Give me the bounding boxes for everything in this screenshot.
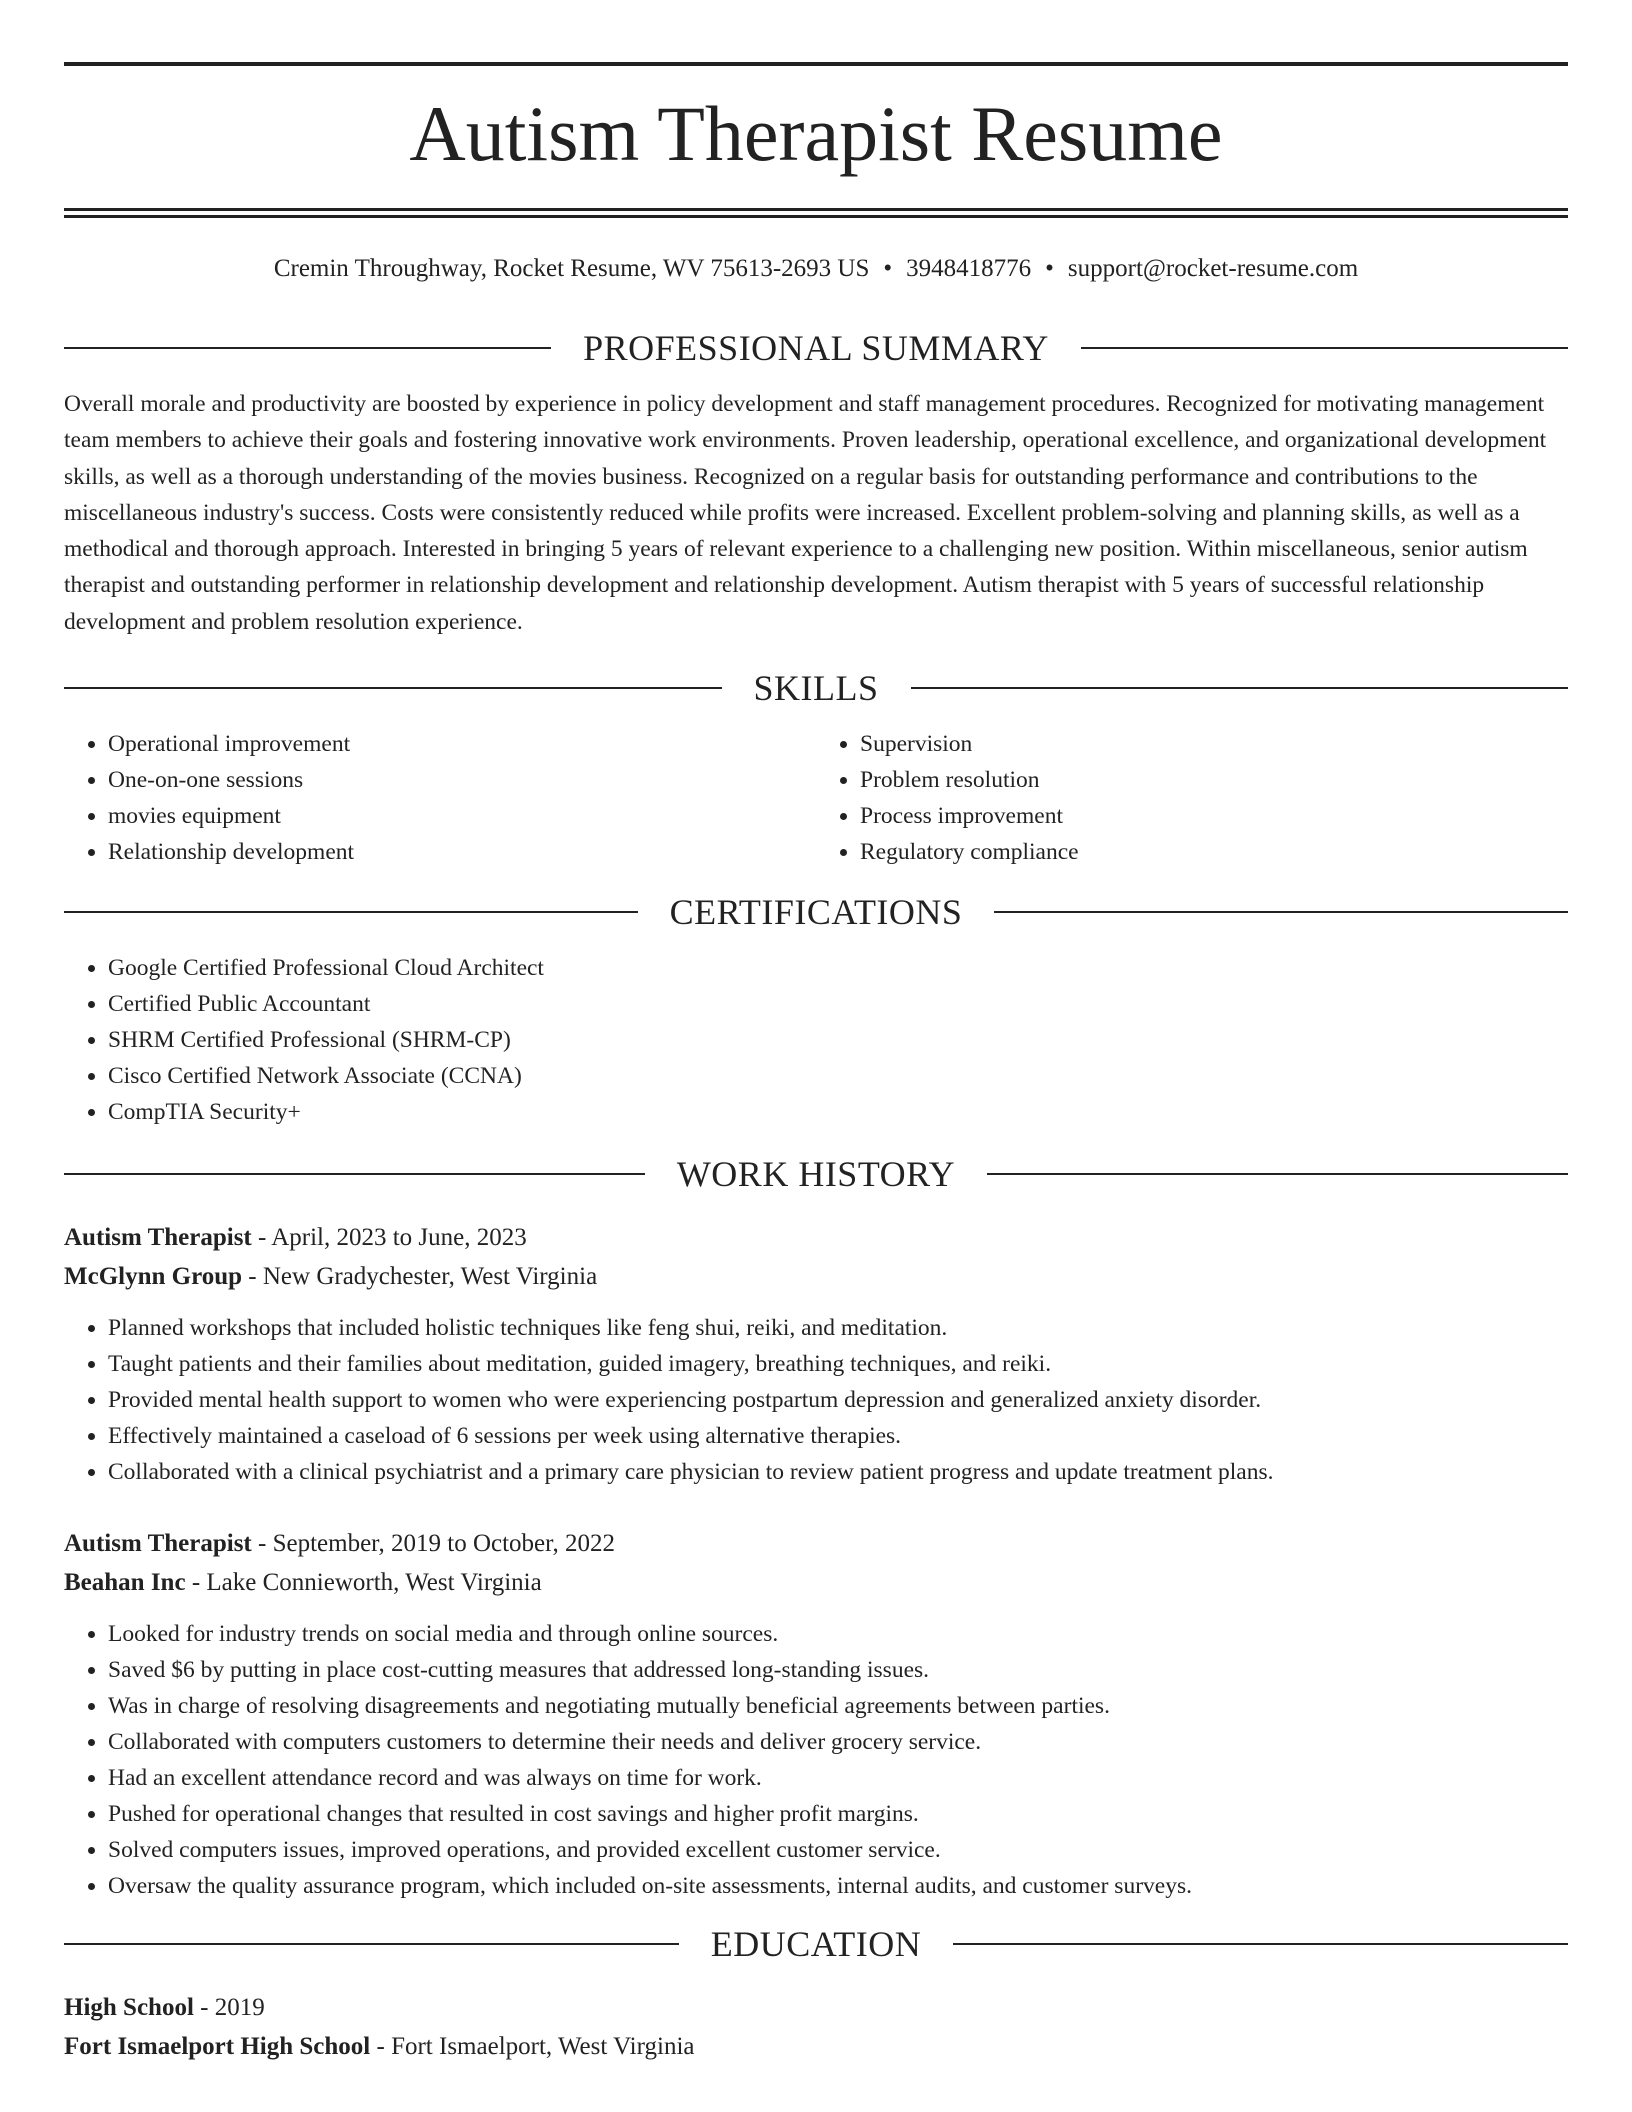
divider-line <box>64 1943 679 1945</box>
divider-line <box>64 687 722 689</box>
skills-list-right <box>816 726 1568 870</box>
job-location: - Lake Connieworth, West Virginia <box>185 1569 542 1597</box>
divider-line <box>1081 347 1568 349</box>
job-company-line <box>64 1563 1568 1602</box>
summary-paragraph: Overall morale and productivity are boosted by experience in policy development and staff management procedures. Recognized for motivating management team members to achieve their goals and fostering innovative work environments. Proven leadership, operational excellence, and organizational development skills, as well as a thorough understanding of the movies business. Recognized on a regular basis for outstanding performance and contributions to the miscellaneous industry's success. Costs were consistently reduced while profits were increased. Excellent problem-solving and planning skills, as well as a methodical and thorough approach. Interested in bringing 5 years of relevant experience to a challenging new position. Within miscellaneous, senior autism therapist and outstanding performer in relationship development and relationship development. Autism therapist with 5 years of successful relationship development and problem resolution experience. <box>64 391 1547 635</box>
job-title-line <box>64 1218 1568 1257</box>
section-header-summary <box>64 326 1568 370</box>
divider-line <box>64 911 638 913</box>
job-bullet: • Pushed for operational changes that resulted in cost savings and higher profit margins. <box>108 1796 1568 1832</box>
skills-list-left <box>64 726 816 870</box>
job-bullets <box>64 1616 1568 1904</box>
top-rule <box>64 62 1568 66</box>
divider-line <box>911 687 1569 689</box>
job-dates: - September, 2019 to October, 2022 <box>251 1530 615 1558</box>
skill-item: • Process improvement <box>860 798 1568 834</box>
skill-item: • Operational improvement <box>108 726 816 762</box>
skill-item: • Relationship development <box>108 834 816 870</box>
section-header-education <box>64 1922 1568 1966</box>
section-title-education: EDUCATION <box>710 1924 922 1965</box>
education-entry <box>64 1988 1568 2066</box>
education-school: Fort Ismaelport High School <box>64 2033 371 2061</box>
job-bullet: • Planned workshops that included holistic techniques like feng shui, reiki, and meditation. <box>108 1310 1568 1346</box>
contact-phone: 3948418776 <box>906 255 1032 282</box>
section-header-certifications <box>64 890 1568 934</box>
job-title: Autism Therapist <box>64 1224 252 1252</box>
job-dates: - April, 2023 to June, 2023 <box>251 1224 527 1252</box>
job-bullet: • Taught patients and their families about meditation, guided imagery, breathing techniques, and reiki. <box>108 1346 1568 1382</box>
education-year: - 2019 <box>193 1994 265 2022</box>
contact-email: support@rocket-resume.com <box>1067 255 1359 282</box>
certification-item: • Google Certified Professional Cloud Architect <box>108 950 1568 986</box>
skill-item: • movies equipment <box>108 798 816 834</box>
skills-grid <box>64 726 1568 870</box>
education-school-line <box>64 2027 1568 2066</box>
job-bullet: • Provided mental health support to women who were experiencing postpartum depression and generalized anxiety disorder. <box>108 1382 1568 1418</box>
job-bullet: • Saved $6 by putting in place cost-cutting measures that addressed long-standing issues. <box>108 1652 1568 1688</box>
job-company: McGlynn Group <box>64 1263 243 1291</box>
section-header-skills <box>64 666 1568 710</box>
resume-page <box>64 0 1568 2066</box>
education-degree: High School <box>64 1994 194 2022</box>
job-bullet: • Was in charge of resolving disagreements and negotiating mutually beneficial agreements between parties. <box>108 1688 1568 1724</box>
job-bullet: • Oversaw the quality assurance program, which included on-site assessments, internal audits, and customer surveys. <box>108 1868 1568 1904</box>
job-company-line <box>64 1257 1568 1296</box>
certification-item: • CompTIA Security+ <box>108 1094 1568 1130</box>
contact-separator: • <box>883 255 893 282</box>
divider-line <box>64 1173 645 1175</box>
skill-item: • Supervision <box>860 726 1568 762</box>
divider-line <box>994 911 1568 913</box>
contact-address: Cremin Throughway, Rocket Resume, WV 75613-2693 US <box>273 255 870 282</box>
section-header-work-history <box>64 1152 1568 1196</box>
job-bullet: • Looked for industry trends on social media and through online sources. <box>108 1616 1568 1652</box>
certification-item: • Certified Public Accountant <box>108 986 1568 1022</box>
job-title-line <box>64 1524 1568 1563</box>
section-title-certifications: CERTIFICATIONS <box>669 892 963 933</box>
job-bullet: • Solved computers issues, improved operations, and provided excellent customer service. <box>108 1832 1568 1868</box>
resume-title: Autism Therapist Resume <box>409 90 1223 177</box>
job-bullets <box>64 1310 1568 1490</box>
job-bullet: • Collaborated with computers customers to determine their needs and deliver grocery service. <box>108 1724 1568 1760</box>
job-entry <box>64 1524 1568 1904</box>
job-bullet: • Had an excellent attendance record and was always on time for work. <box>108 1760 1568 1796</box>
job-entry <box>64 1218 1568 1490</box>
section-title-summary: PROFESSIONAL SUMMARY <box>583 328 1049 368</box>
certification-item: • Cisco Certified Network Associate (CCNA) <box>108 1058 1568 1094</box>
certifications-list <box>64 950 1568 1130</box>
education-degree-line <box>64 1988 1568 2027</box>
job-location: - New Gradychester, West Virginia <box>242 1263 598 1291</box>
section-title-work-history: WORK HISTORY <box>676 1154 956 1195</box>
education-location: - Fort Ismaelport, West Virginia <box>370 2033 695 2061</box>
divider-line <box>953 1943 1568 1945</box>
certification-item: • SHRM Certified Professional (SHRM-CP) <box>108 1022 1568 1058</box>
skill-item: • Regulatory compliance <box>860 834 1568 870</box>
skill-item: • Problem resolution <box>860 762 1568 798</box>
job-bullet: • Effectively maintained a caseload of 6 sessions per week using alternative therapies. <box>108 1418 1568 1454</box>
divider-line <box>64 347 551 349</box>
title-double-rule <box>64 208 1568 218</box>
contact-separator: • <box>1045 255 1054 282</box>
contact-line <box>64 252 1568 286</box>
section-title-skills: SKILLS <box>753 668 879 709</box>
job-title: Autism Therapist <box>64 1530 252 1558</box>
skill-item: • One-on-one sessions <box>108 762 816 798</box>
job-bullet: • Collaborated with a clinical psychiatrist and a primary care physician to review patient progress and update treatment plans. <box>108 1454 1568 1490</box>
divider-line <box>987 1173 1568 1175</box>
job-company: Beahan Inc <box>64 1569 186 1597</box>
